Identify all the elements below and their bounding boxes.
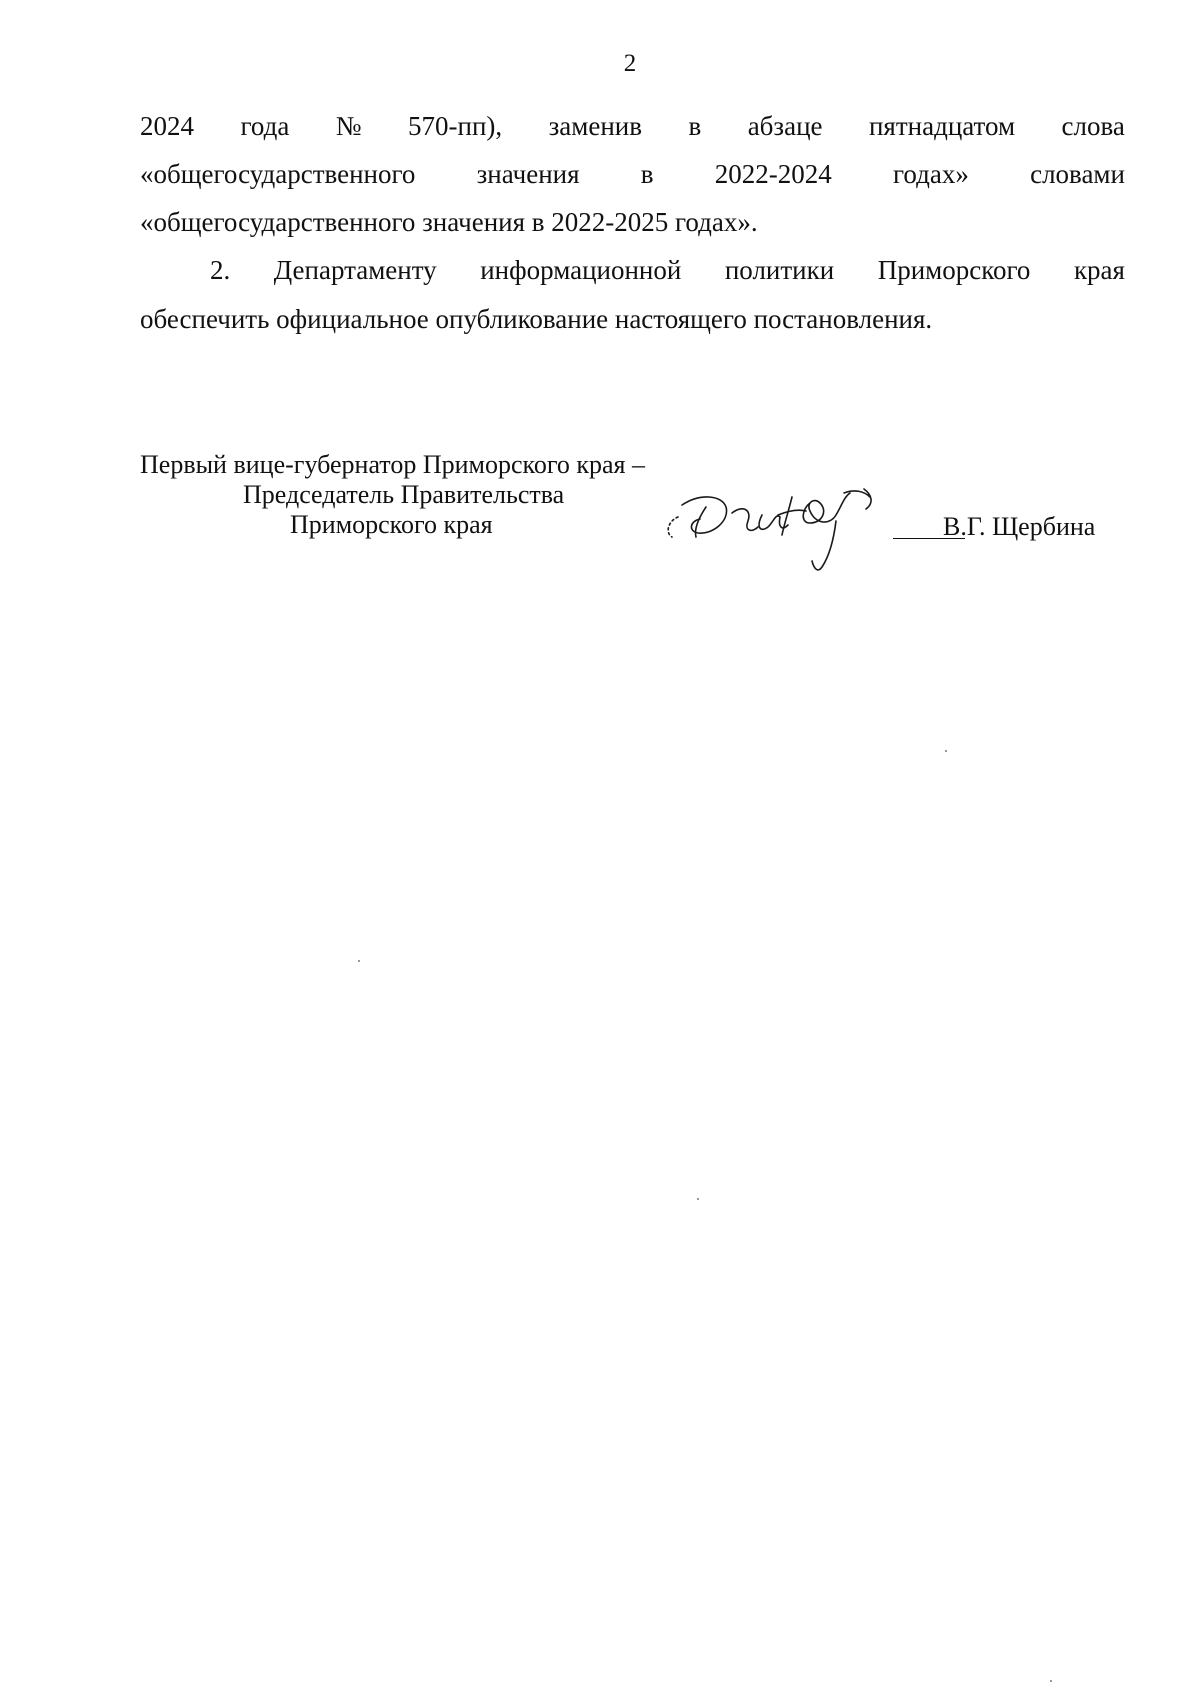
signatory-title-line-2: Председатель Правительства bbox=[243, 480, 565, 509]
word: годах» bbox=[893, 159, 969, 189]
word: в bbox=[688, 111, 702, 141]
signatory-name: В.Г. Щербина bbox=[943, 512, 1096, 541]
scan-speck bbox=[1050, 1680, 1052, 1682]
scan-speck bbox=[358, 960, 360, 962]
paragraph-1-line-2 bbox=[140, 158, 1125, 190]
word: № bbox=[335, 111, 362, 141]
word: в bbox=[640, 159, 654, 189]
handwritten-signature bbox=[660, 475, 900, 585]
word: Приморского bbox=[877, 255, 1031, 285]
signatory-title-line-1: Первый вице-губернатор Приморского края – bbox=[140, 450, 645, 479]
signatory-title-line-3: Приморского края bbox=[290, 510, 493, 539]
page-number: 2 bbox=[623, 50, 637, 77]
word: абзаце bbox=[747, 111, 823, 141]
paragraph-2-line-2: обеспечить официальное опубликование настоящего постановления. bbox=[140, 304, 933, 334]
scan-speck bbox=[697, 1198, 699, 1200]
word: словами bbox=[1030, 159, 1125, 189]
item-number: 2. bbox=[210, 255, 231, 285]
paragraph-1-line-1 bbox=[140, 110, 1125, 142]
word: «общегосударственного bbox=[140, 159, 416, 189]
word: значения bbox=[476, 159, 580, 189]
word: края bbox=[1073, 255, 1125, 285]
word: политики bbox=[724, 255, 835, 285]
word: 2024 bbox=[140, 111, 194, 141]
word: информационной bbox=[480, 255, 682, 285]
word: заменив bbox=[548, 111, 643, 141]
word: 2022-2024 bbox=[714, 159, 832, 189]
paragraph-2-line-1 bbox=[140, 254, 1125, 286]
paragraph-1-line-3: «общегосударственного значения в 2022-2025 годах». bbox=[140, 207, 758, 237]
scan-speck bbox=[945, 750, 947, 752]
word: слова bbox=[1061, 111, 1125, 141]
word: пятнадцатом bbox=[868, 111, 1016, 141]
word: 570-пп), bbox=[408, 111, 503, 141]
word: Департаменту bbox=[273, 255, 437, 285]
word: года bbox=[240, 111, 290, 141]
